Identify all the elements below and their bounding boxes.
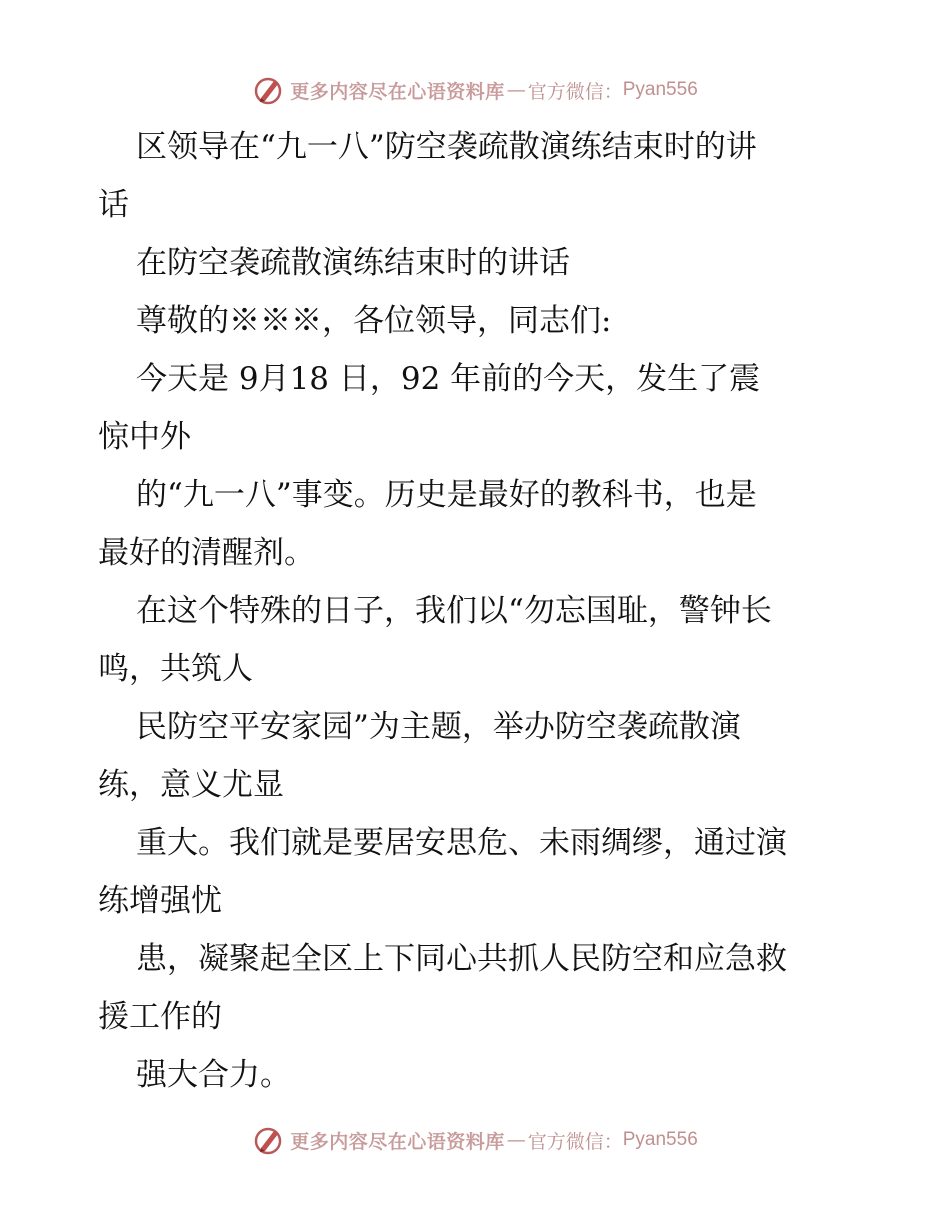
banner-main-text: 更多内容尽在心语资料库 [290,1130,505,1153]
text-line: 鸣，共筑人 [98,651,253,687]
text-line: 强大合力。 [136,1057,291,1093]
pen-logo-icon [252,1124,284,1156]
header-watermark-banner [0,70,950,110]
text-line: 重大。我们就是要居安思危、未雨绸缪，通过演 [136,825,787,861]
text-line: 练增强忧 [98,883,222,919]
text-line: 民防空平安家园”为主题，举办防空袭疏散演 [136,709,741,745]
text-line: 在这个特殊的日子，我们以“勿忘国耻，警钟长 [136,593,772,629]
document-body [98,118,858,1104]
text-line: 惊中外 [98,419,191,455]
text-line: 援工作的 [98,999,222,1035]
text-line: 话 [98,187,129,223]
banner-wechat-id: Pyan556 [622,1129,698,1150]
banner-dash: — [506,79,526,101]
banner-wechat-id: Pyan556 [622,79,698,100]
text-line: 区领导在“九一八”防空袭疏散演练结束时的讲 [136,129,757,165]
banner-dash: — [506,1129,526,1151]
footer-watermark-banner [0,1120,950,1160]
text-line: 今天是 9月18 日，92 年前的今天，发生了震 [136,361,761,397]
text-line: 练，意义尤显 [98,767,284,803]
banner-wechat-label: 官方微信： [527,1130,623,1153]
banner-main-text: 更多内容尽在心语资料库 [290,80,505,103]
text-line: 在防空袭疏散演练结束时的讲话 [136,245,570,281]
text-line: 的“九一八”事变。历史是最好的教科书，也是 [136,477,757,513]
text-line: 最好的清醒剂。 [98,535,315,571]
text-line: 尊敬的※※※，各位领导，同志们: [136,303,612,339]
banner-wechat-label: 官方微信： [527,80,623,103]
pen-logo-icon [252,74,284,106]
text-line: 患，凝聚起全区上下同心共抓人民防空和应急救 [136,941,787,977]
